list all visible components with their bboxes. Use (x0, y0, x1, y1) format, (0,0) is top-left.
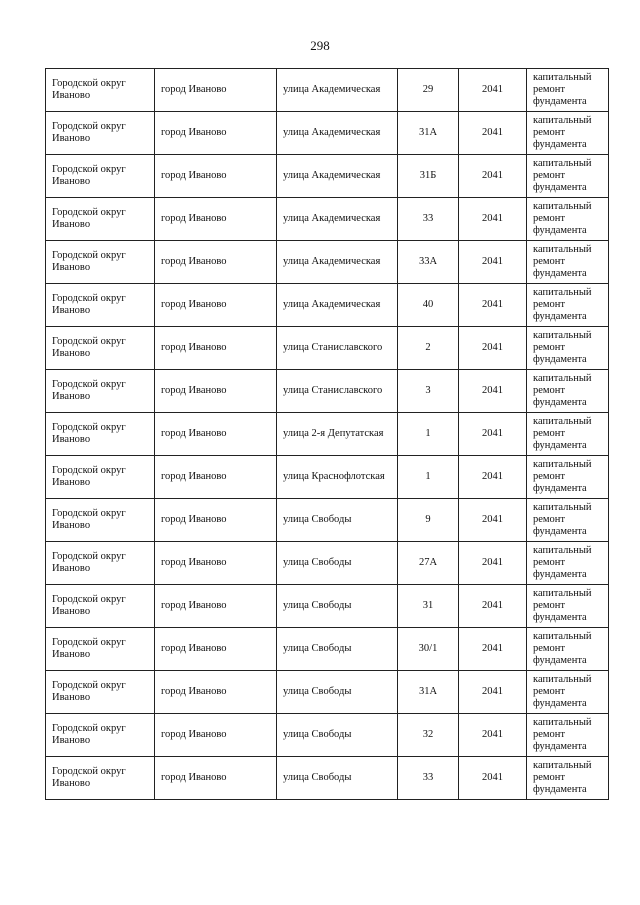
city-cell: город Иваново (155, 542, 277, 585)
work-type-cell: капитальный ремонт фундамента (527, 413, 609, 456)
municipal-district-cell: Городской округ Иваново (46, 714, 155, 757)
street-cell: улица Станиславского (277, 327, 398, 370)
year-cell: 2041 (459, 671, 527, 714)
municipal-district-cell: Городской округ Иваново (46, 542, 155, 585)
house-number-cell: 2 (398, 327, 459, 370)
street-cell: улица Свободы (277, 671, 398, 714)
year-cell: 2041 (459, 198, 527, 241)
year-cell: 2041 (459, 284, 527, 327)
municipal-district-cell: Городской округ Иваново (46, 241, 155, 284)
city-cell: город Иваново (155, 370, 277, 413)
street-cell: улица Свободы (277, 499, 398, 542)
street-cell: улица Свободы (277, 714, 398, 757)
house-number-cell: 30/1 (398, 628, 459, 671)
house-number-cell: 31А (398, 112, 459, 155)
house-number-cell: 32 (398, 714, 459, 757)
street-cell: улица Академическая (277, 69, 398, 112)
house-number-cell: 1 (398, 456, 459, 499)
city-cell: город Иваново (155, 69, 277, 112)
house-number-cell: 27А (398, 542, 459, 585)
table-row (46, 370, 609, 413)
city-cell: город Иваново (155, 284, 277, 327)
work-type-cell: капитальный ремонт фундамента (527, 241, 609, 284)
city-cell: город Иваново (155, 327, 277, 370)
municipal-district-cell: Городской округ Иваново (46, 671, 155, 714)
municipal-district-cell: Городской округ Иваново (46, 155, 155, 198)
year-cell: 2041 (459, 370, 527, 413)
city-cell: город Иваново (155, 585, 277, 628)
city-cell: город Иваново (155, 456, 277, 499)
city-cell: город Иваново (155, 241, 277, 284)
house-number-cell: 31Б (398, 155, 459, 198)
work-type-cell: капитальный ремонт фундамента (527, 327, 609, 370)
year-cell: 2041 (459, 714, 527, 757)
city-cell: город Иваново (155, 413, 277, 456)
year-cell: 2041 (459, 542, 527, 585)
work-type-cell: капитальный ремонт фундамента (527, 284, 609, 327)
table-row (46, 69, 609, 112)
street-cell: улица Академическая (277, 112, 398, 155)
year-cell: 2041 (459, 155, 527, 198)
municipal-district-cell: Городской округ Иваново (46, 284, 155, 327)
municipal-district-cell: Городской округ Иваново (46, 456, 155, 499)
street-cell: улица Краснофлотская (277, 456, 398, 499)
year-cell: 2041 (459, 69, 527, 112)
table-row (46, 757, 609, 800)
street-cell: улица Станиславского (277, 370, 398, 413)
year-cell: 2041 (459, 585, 527, 628)
table-row (46, 671, 609, 714)
register-table (45, 68, 609, 800)
year-cell: 2041 (459, 413, 527, 456)
table-row (46, 585, 609, 628)
house-number-cell: 40 (398, 284, 459, 327)
year-cell: 2041 (459, 499, 527, 542)
city-cell: город Иваново (155, 628, 277, 671)
work-type-cell: капитальный ремонт фундамента (527, 671, 609, 714)
municipal-district-cell: Городской округ Иваново (46, 112, 155, 155)
street-cell: улица Свободы (277, 757, 398, 800)
work-type-cell: капитальный ремонт фундамента (527, 757, 609, 800)
city-cell: город Иваново (155, 757, 277, 800)
table-row (46, 628, 609, 671)
municipal-district-cell: Городской округ Иваново (46, 370, 155, 413)
house-number-cell: 9 (398, 499, 459, 542)
table-row (46, 241, 609, 284)
table-row (46, 112, 609, 155)
street-cell: улица Академическая (277, 284, 398, 327)
municipal-district-cell: Городской округ Иваново (46, 413, 155, 456)
year-cell: 2041 (459, 456, 527, 499)
table-row (46, 456, 609, 499)
house-number-cell: 33 (398, 198, 459, 241)
work-type-cell: капитальный ремонт фундамента (527, 628, 609, 671)
work-type-cell: капитальный ремонт фундамента (527, 499, 609, 542)
municipal-district-cell: Городской округ Иваново (46, 585, 155, 628)
work-type-cell: капитальный ремонт фундамента (527, 198, 609, 241)
house-number-cell: 31А (398, 671, 459, 714)
house-number-cell: 33А (398, 241, 459, 284)
table-row (46, 499, 609, 542)
year-cell: 2041 (459, 112, 527, 155)
year-cell: 2041 (459, 628, 527, 671)
work-type-cell: капитальный ремонт фундамента (527, 456, 609, 499)
house-number-cell: 1 (398, 413, 459, 456)
work-type-cell: капитальный ремонт фундамента (527, 69, 609, 112)
work-type-cell: капитальный ремонт фундамента (527, 112, 609, 155)
house-number-cell: 33 (398, 757, 459, 800)
table-row (46, 284, 609, 327)
year-cell: 2041 (459, 757, 527, 800)
city-cell: город Иваново (155, 155, 277, 198)
municipal-district-cell: Городской округ Иваново (46, 499, 155, 542)
street-cell: улица Академическая (277, 241, 398, 284)
page-number: 298 (310, 38, 330, 53)
work-type-cell: капитальный ремонт фундамента (527, 370, 609, 413)
table-row (46, 327, 609, 370)
house-number-cell: 3 (398, 370, 459, 413)
municipal-district-cell: Городской округ Иваново (46, 628, 155, 671)
city-cell: город Иваново (155, 198, 277, 241)
table-row (46, 413, 609, 456)
city-cell: город Иваново (155, 499, 277, 542)
register-table-body (46, 69, 609, 800)
municipal-district-cell: Городской округ Иваново (46, 69, 155, 112)
table-row (46, 542, 609, 585)
work-type-cell: капитальный ремонт фундамента (527, 155, 609, 198)
house-number-cell: 29 (398, 69, 459, 112)
city-cell: город Иваново (155, 714, 277, 757)
street-cell: улица 2-я Депутатская (277, 413, 398, 456)
municipal-district-cell: Городской округ Иваново (46, 757, 155, 800)
street-cell: улица Академическая (277, 155, 398, 198)
year-cell: 2041 (459, 241, 527, 284)
city-cell: город Иваново (155, 671, 277, 714)
table-row (46, 155, 609, 198)
work-type-cell: капитальный ремонт фундамента (527, 542, 609, 585)
street-cell: улица Свободы (277, 585, 398, 628)
municipal-district-cell: Городской округ Иваново (46, 198, 155, 241)
street-cell: улица Свободы (277, 542, 398, 585)
table-row (46, 198, 609, 241)
street-cell: улица Свободы (277, 628, 398, 671)
table-row (46, 714, 609, 757)
street-cell: улица Академическая (277, 198, 398, 241)
work-type-cell: капитальный ремонт фундамента (527, 585, 609, 628)
house-number-cell: 31 (398, 585, 459, 628)
year-cell: 2041 (459, 327, 527, 370)
municipal-district-cell: Городской округ Иваново (46, 327, 155, 370)
city-cell: город Иваново (155, 112, 277, 155)
work-type-cell: капитальный ремонт фундамента (527, 714, 609, 757)
